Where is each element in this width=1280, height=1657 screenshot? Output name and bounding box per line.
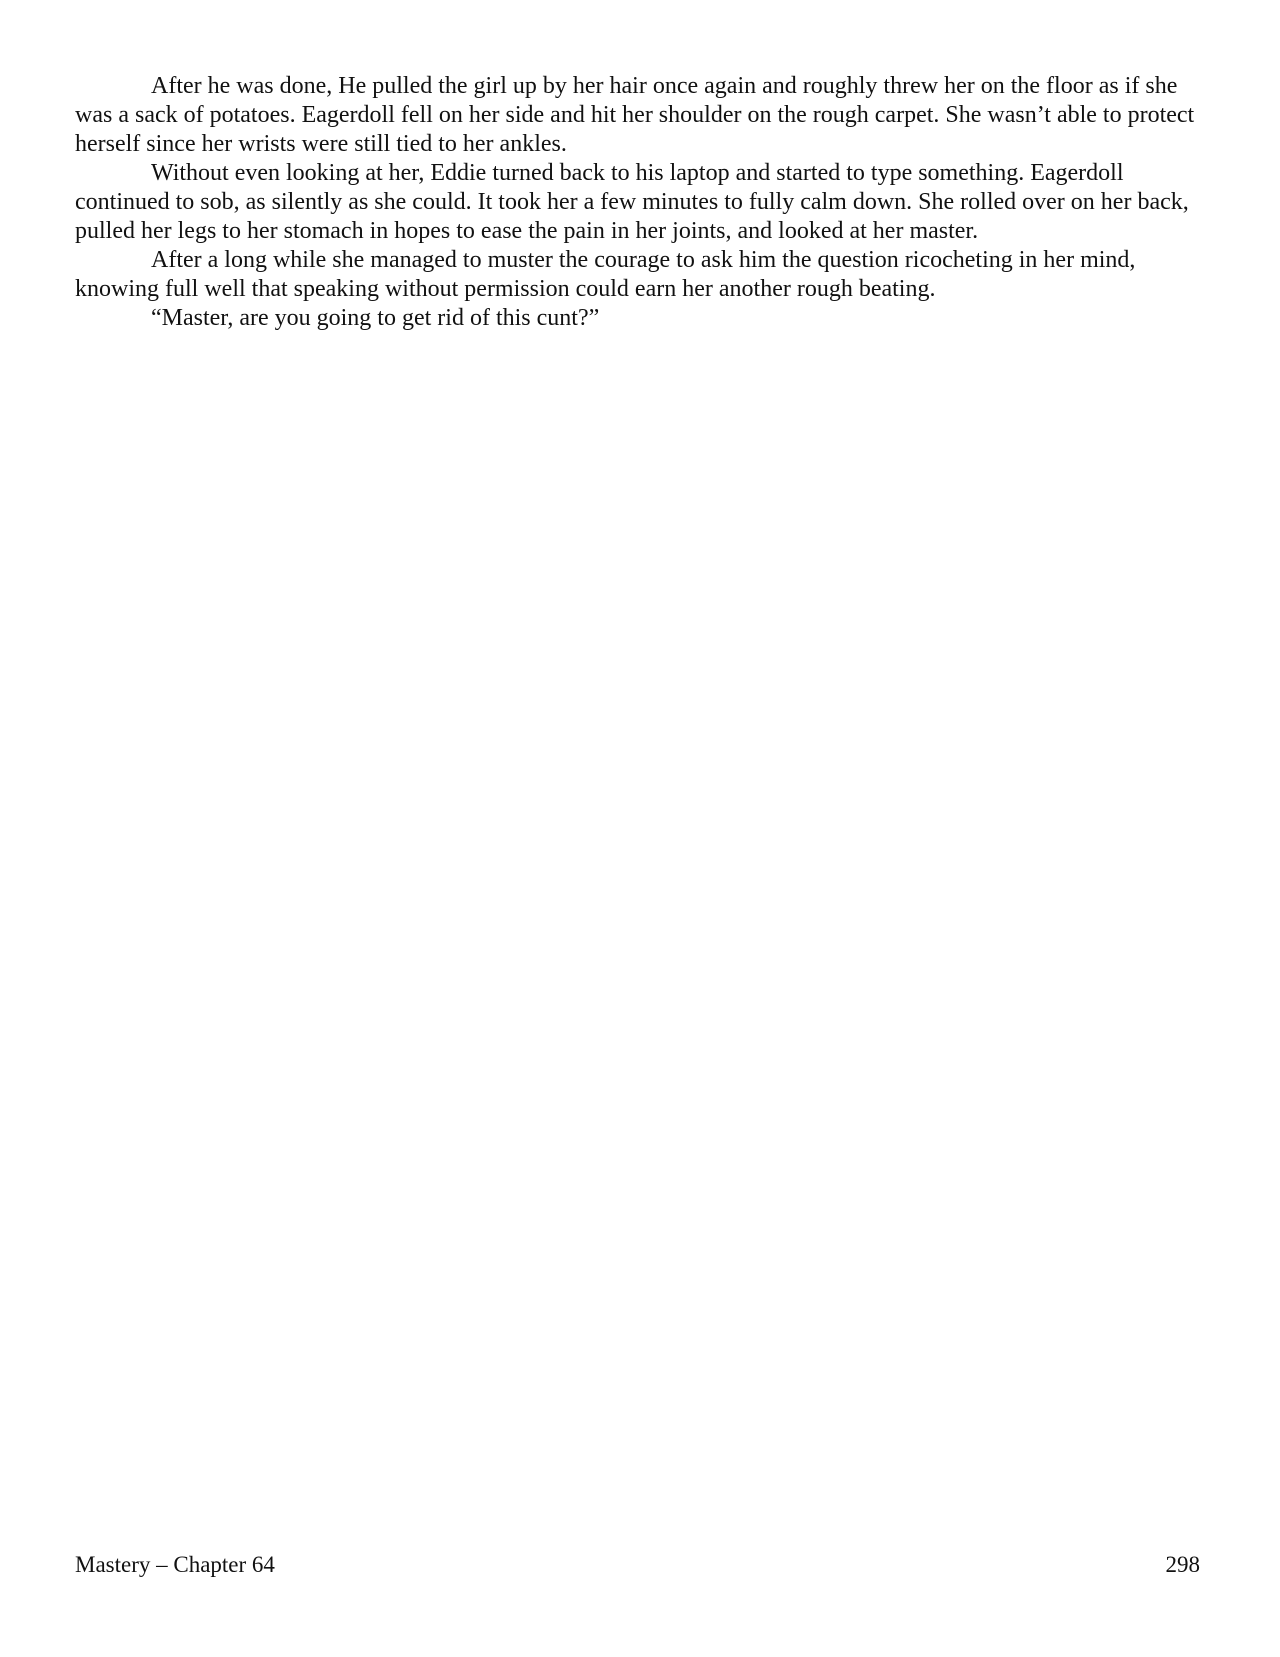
body-text [75, 72, 1205, 333]
paragraph-1: After he was done, He pulled the girl up by her hair once again and roughly threw her on the floor as if she was a sack of potatoes. Eagerdoll fell on her side and hit her shoulder on the rough carpet. She wasn’t able to protect herself since her wrists were still tied to her ankles. [75, 73, 1195, 157]
paragraph-2: Without even looking at her, Eddie turned back to his laptop and started to type something. Eagerdoll continued to sob, as silently as she could. It took her a few minutes to fully calm down. She rolled over on her back, pulled her legs to her stomach in hopes to ease the pain in her joints, and looked at her master. [75, 160, 1189, 244]
page-footer [75, 1551, 1200, 1579]
paragraph-4: “Master, are you going to get rid of this cunt?” [151, 305, 600, 331]
paragraph-3: After a long while she managed to muster the courage to ask him the question ricocheting in her mind, knowing full well that speaking without permission could earn her another rough beating. [75, 247, 1136, 302]
footer-title: Mastery – Chapter 64 [75, 1552, 275, 1577]
page-number: 298 [1165, 1552, 1200, 1577]
